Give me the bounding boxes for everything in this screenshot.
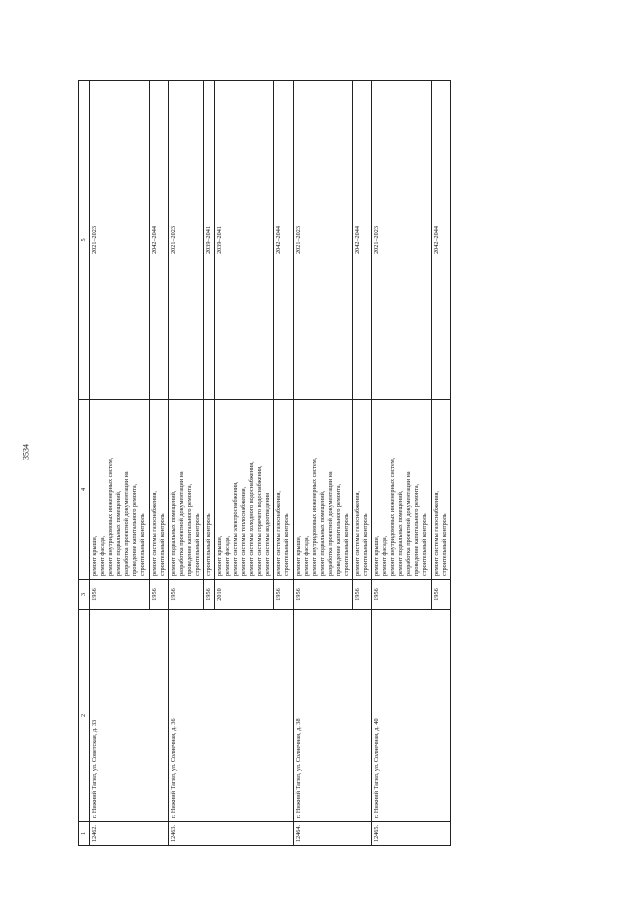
works-cell bbox=[352, 400, 371, 580]
year-cell: 1956 bbox=[90, 580, 149, 610]
work-item: строительный контроль bbox=[204, 513, 212, 576]
year-cell: 1956 bbox=[293, 580, 352, 610]
work-item: строительный контроль bbox=[342, 513, 350, 576]
entry-number-cell: 12462. bbox=[90, 822, 169, 846]
table-body bbox=[90, 81, 451, 846]
work-item: ремонт внутридомовых инженерных систем, bbox=[310, 457, 318, 576]
work-item: проведение капитального ремонта, bbox=[413, 483, 421, 576]
document-table-container bbox=[78, 80, 606, 846]
work-item: ремонт системы электроснабжения, bbox=[232, 481, 240, 576]
work-item: ремонт системы горячего водоснабжения, bbox=[256, 465, 264, 576]
works-cell bbox=[372, 400, 431, 580]
work-item: ремонт системы холодного водоснабжения, bbox=[248, 461, 256, 576]
rotated-table-frame bbox=[78, 80, 606, 846]
work-item: строительный контроль bbox=[283, 513, 291, 576]
address-cell: г. Нижний Тагил, ул. Солнечная, д. 38 bbox=[293, 610, 372, 822]
table-row bbox=[293, 81, 352, 846]
term-cell: 2042–2044 bbox=[149, 81, 168, 400]
work-item: разработка проектной документации на bbox=[405, 471, 413, 576]
entry-number-cell: 12463. bbox=[168, 822, 293, 846]
work-item: ремонт системы газоснабжения, bbox=[150, 491, 158, 576]
work-item: строительный контроль bbox=[421, 513, 429, 576]
work-item: разработка проектной документации на bbox=[177, 471, 185, 576]
work-item: строительный контроль bbox=[193, 513, 201, 576]
header-col-5: 5 bbox=[79, 81, 90, 400]
table-row bbox=[90, 81, 149, 846]
term-cell: 2021–2023 bbox=[372, 81, 431, 400]
works-cell bbox=[431, 400, 450, 580]
work-item: ремонт крыши, bbox=[373, 535, 381, 576]
term-cell: 2042–2044 bbox=[431, 81, 450, 400]
year-cell: 2010 bbox=[214, 580, 273, 610]
work-item: строительный контроль bbox=[362, 513, 369, 576]
work-item: ремонт системы теплоснабжения, bbox=[240, 486, 248, 576]
work-item: строительный контроль bbox=[139, 513, 147, 576]
work-item: ремонт фасада, bbox=[224, 535, 231, 576]
works-cell bbox=[149, 400, 168, 580]
table-row bbox=[372, 81, 431, 846]
work-item: строительный контроль bbox=[158, 513, 166, 576]
work-item: ремонт системы водоотведения bbox=[264, 493, 272, 576]
work-item: ремонт подвальных помещений, bbox=[169, 490, 177, 576]
work-item: ремонт внутридомовых инженерных систем, bbox=[389, 457, 397, 576]
capital-repair-table bbox=[78, 80, 451, 846]
year-cell: 1956 bbox=[431, 580, 450, 610]
page-number: 3534 bbox=[21, 444, 31, 460]
works-cell bbox=[214, 400, 273, 580]
work-item: ремонт системы газоснабжения, bbox=[432, 491, 440, 576]
work-item: ремонт фасада, bbox=[99, 535, 107, 576]
table-row bbox=[168, 81, 203, 846]
work-item: ремонт подвальных помещений, bbox=[115, 490, 123, 576]
work-item: ремонт крыши, bbox=[91, 535, 99, 576]
term-cell: 2042–2044 bbox=[352, 81, 371, 400]
work-item: разработка проектной документации на bbox=[123, 471, 131, 576]
work-item: ремонт фасада, bbox=[302, 535, 310, 576]
term-cell: 2042–2044 bbox=[274, 81, 293, 400]
address-cell: г. Нижний Тагил, ул. Советская, д. 33 bbox=[90, 610, 169, 822]
work-item: ремонт подвальных помещений, bbox=[397, 490, 405, 576]
works-cell bbox=[293, 400, 352, 580]
work-item: проведение капитального ремонта, bbox=[334, 483, 342, 576]
address-cell: г. Нижний Тагил, ул. Солнечная, д. 40 bbox=[372, 610, 451, 822]
header-col-2: 2 bbox=[79, 610, 90, 822]
header-col-3: 3 bbox=[79, 580, 90, 610]
year-cell: 1956 bbox=[203, 580, 214, 610]
work-item: разработка проектной документации на bbox=[326, 471, 334, 576]
term-cell: 2021–2023 bbox=[168, 81, 203, 400]
work-item: ремонт фасада, bbox=[381, 535, 389, 576]
year-cell: 1956 bbox=[352, 580, 371, 610]
work-item: ремонт подвальных помещений, bbox=[318, 490, 326, 576]
address-cell: г. Нижний Тагил, ул. Солнечная, д. 36 bbox=[168, 610, 293, 822]
entry-number-cell: 12464. bbox=[293, 822, 372, 846]
header-col-4: 4 bbox=[79, 400, 90, 580]
year-cell: 1956 bbox=[149, 580, 168, 610]
header-row bbox=[79, 81, 90, 846]
work-item: ремонт внутридомовых инженерных систем, bbox=[107, 457, 115, 576]
work-item: ремонт крыши, bbox=[294, 535, 302, 576]
term-cell: 2021–2023 bbox=[90, 81, 149, 400]
work-item: проведение капитального ремонта, bbox=[185, 483, 193, 576]
work-item: проведение капитального ремонта, bbox=[131, 483, 139, 576]
term-cell: 2021–2023 bbox=[293, 81, 352, 400]
work-item: ремонт системы газоснабжения, bbox=[275, 491, 283, 576]
works-cell bbox=[168, 400, 203, 580]
year-cell: 1956 bbox=[274, 580, 293, 610]
term-cell: 2039–2041 bbox=[203, 81, 214, 400]
works-cell bbox=[274, 400, 293, 580]
work-item: ремонт крыши, bbox=[215, 535, 223, 576]
year-cell: 1956 bbox=[372, 580, 431, 610]
entry-number-cell: 12465. bbox=[372, 822, 451, 846]
term-cell: 2039–2041 bbox=[214, 81, 273, 400]
year-cell: 1956 bbox=[168, 580, 203, 610]
works-cell bbox=[90, 400, 149, 580]
work-item: ремонт системы газоснабжения, bbox=[353, 491, 361, 576]
header-col-1: 1 bbox=[79, 822, 90, 846]
work-item: строительный контроль bbox=[440, 513, 448, 576]
works-cell bbox=[203, 400, 214, 580]
